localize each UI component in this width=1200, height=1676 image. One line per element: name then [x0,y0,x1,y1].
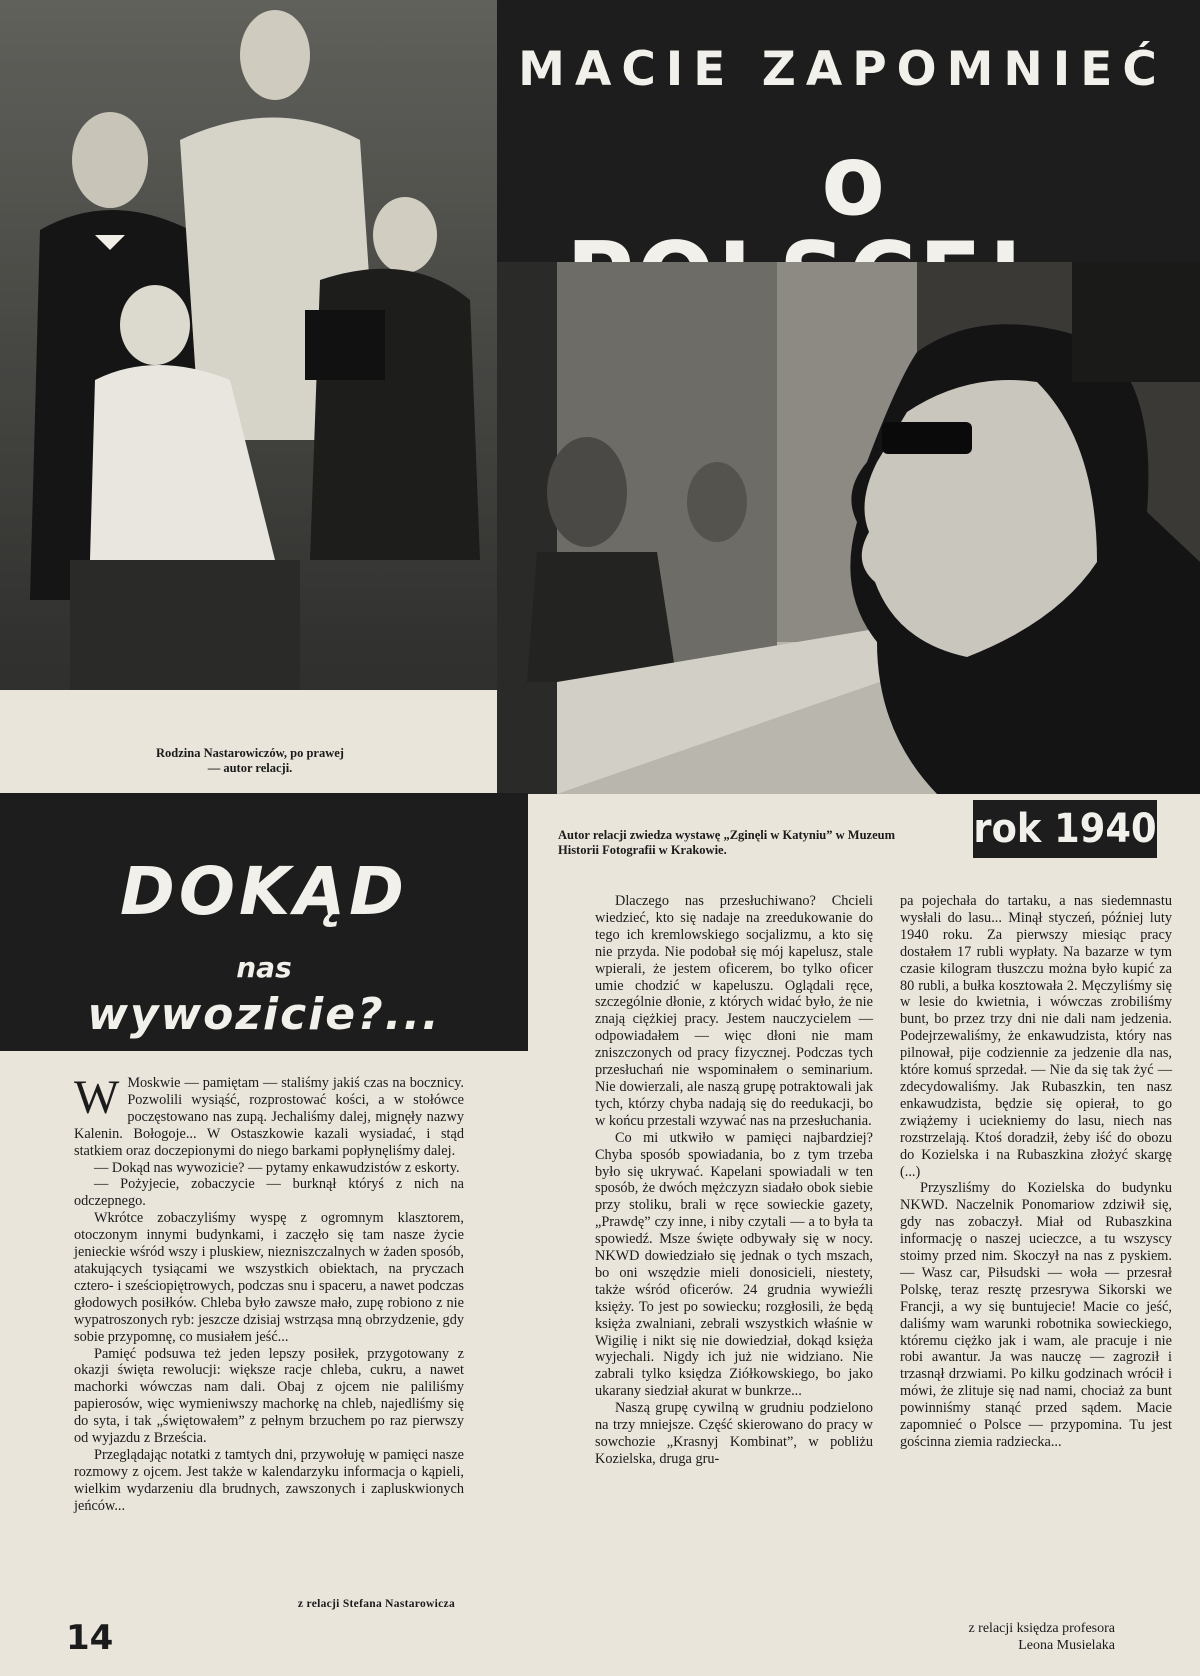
headline-line1: MACIE ZAPOMNIEĆ [518,42,1167,97]
article2-paragraph: Dlaczego nas przesłuchiwano? Chcieli wiedzieć, kto się nadaje na zreedukowanie do tego ich kremlowskiego socjalizmu, a kto się nie przyda. Nie podobał się mój kapelusz, stale wpierali, że jestem oficerem, bo tylko oficer umie chodzić w kapeluszu. Oglądali ręce, szczególnie dłonie, z których widać było, że nie znają ciężkiej pracy. Jestem nauczycielem — odpowiadałem — więc dłoni nie mam zniszczonych od pracy fizycznej. Podczas tych przesłuchań nie wspominałem o seminarium. Nie dowierzali, ale naszą grupę potraktowali jak tych, którzy chyba nadają się do reedukacji, bo w końcu przestali wzywać nas na przesłuchania. [595,893,873,1129]
article1-paragraph: Pamięć podsuwa też jeden lepszy posiłek, przygotowany z okazji święta rewolucji: większe racje chleba, cukru, a nawet machorki wówczas nam dali. Obaj z ojcem nie paliliśmy papierosów, więc wymieniwszy machorkę na chleb, najedliśmy się do syta, i tak „świętowałem” z pełnym brzuchem po raz pierwszy od wyjazdu z Brześcia. [74,1345,464,1447]
article1-column [74,1071,464,1515]
article2-signoff-line2: Leona Musielaka [1018,1638,1115,1653]
subheadline-line3: wywozicie?... [87,989,441,1040]
article1-paragraph: Wkrótce zobaczyliśmy wyspę z ogromnym klasztorem, otoczonym innymi budynkami, i zaczęło się tam nasze życie jenieckie wśród wszy i pluskiew, niezniszczalnych w żaden sposób, atakujących tysiącami we wszystkich obiektach, na pryczach cztero- i sześciopiętrowych, podczas snu i spaceru, a nawet podczas głodowych posiłków. Chleba było zawsze mało, zupę robiono z nie wypatroszonych ryb: jeszcze dzisiaj wstrząsa mną obrzydzenie, gdy sobie przypomnę, co musiałem jeść... [74,1210,464,1345]
subheadline-line1: DOKĄD [120,853,408,930]
dropcap: W [74,1071,120,1124]
family-photo [0,0,497,728]
subheadline-band [0,793,528,1051]
article2-column-2 [900,893,1172,1451]
article1-paragraph-text: Moskwie — pamiętam — staliśmy jakiś czas na bocznicy. Pozwolili wysiąść, rozprostować kości, a w stołówce poczęstowano nas zupą. Jechaliśmy dalej, mignęły nazwy Kalenin. Bołogoje... W Ostaszkowie kazali wysiadać, i stąd statkiem oraz doczepionymi do niego barkami popłynęliśmy dalej. [74,1075,464,1159]
article1-paragraph [74,1071,464,1160]
article2-paragraph: Przyszliśmy do Kozielska do budynku NKWD. Naczelnik Ponomariow zdziwił się, gdy nas zobaczył. Miał od Rubaszkina informację o naszej ucieczce, a tu wszyscy stoimy przed nim. Skoczył na nas z pyskiem. — Wasz car, Piłsudski — woła — przesrał Polskę, teraz resztę przesrywa Sikorski we Francji, a wy się buntujecie! Macie co jeść, daliśmy wam warunki robotnika sowieckiego, któremu ciężko jak i wam, ale pracuje i nie robi awantur. Ja was nauczę — zagroził i trzasnął drzwiami. Po kilku godzinach wrócił i mówi, że zlituje się nad nami, chociaż za bunt powinniśmy stanąć przed sądem. Macie zapomnieć o Polsce — przypomina. Tu jest gościnna ziemia radziecka... [900,1180,1172,1450]
family-photo-caption: Rodzina Nastarowiczów, po prawej — autor relacji. [156,746,344,775]
article2-column-1 [595,893,873,1468]
headline-line2: o [821,124,888,238]
article2-paragraph: Co mi utkwiło w pamięci najbardziej? Chyba sposób spowiadania, bo z tym trzeba było się ukrywać. Kapelani spowiadali w ten sposób, że dwóch mężczyzn siadało obok siebie przy stoliku, brali w ręce sowieckie gazety, „Prawdę” czy inne, i niby czytali — a to była ta spowiedź. Msze święte odbywały się w nocy. NKWD dowiedziało się jednak o tych mszach, bo oni wszędzie mieli donosicieli, niestety, także wśród oficerów. 24 grudnia wywieźli księży. To jest po sowiecku; rozgłosili, że będą księża zwalniani, zebrali wszystkich właśnie w Wigilię i nikt się nie dowiedział, dokąd księża wyjechali. Nigdy ich już nie widziano. Nie zabrali tylko księdza Ziółkowskiego, bo jako ukarany siedział akurat w bunkrze... [595,1129,873,1400]
year-label: rok 1940 [973,800,1157,858]
article1-paragraph: — Dokąd nas wywozicie? — pytamy enkawudzistów z eskorty. [94,1159,460,1176]
exhibition-photo-caption: Autor relacji zwiedza wystawę „Zginęli w Katyniu” w Muzeum Historii Fotografii w Krakowie. [558,828,895,857]
article1-signoff: z relacji Stefana Nastarowicza [297,1598,455,1610]
article1-paragraph: — Pożyjecie, zobaczycie — burknął któryś z nich na odczepnego. [74,1176,464,1210]
subheadline-line2: nas [236,951,292,984]
article2-signoff [905,1620,1115,1654]
headline-band [497,0,1200,262]
article2-signoff-line1: z relacji księdza profesora [968,1621,1115,1636]
family-photo-illustration [0,0,497,728]
exhibition-photo-illustration [497,262,1200,794]
article2-paragraph: Naszą grupę cywilną w grudniu podzielono na trzy mniejsze. Część skierowano do pracy w sowchozie „Krasnyj Kombinat”, w pobliżu Kozielska, druga gru- [595,1400,873,1467]
exhibition-photo [497,262,1200,794]
article2-paragraph: pa pojechała do tartaku, a nas siedemnastu wysłali do lasu... Minął styczeń, później luty 1940 roku. Za pierwszy miesiąc pracy dostałem 17 rubli wypłaty. Na bazarze w tym czasie kilogram tłuszczu można było kupić za 80 rubli, a bułka kosztowała 2. Męczyliśmy się w lesie do kwietnia, i wówczas zrobiliśmy bunt, bo przez trzy dni nie dali nam jedzenia. Podejrzewaliśmy, że enkawudzista, który nas pilnował, pije codziennie za jedzenie dla nas, które komuś sprzedał. — Nie da się tak żyć — zdecydowaliśmy. Jak Rubaszkin, ten nasz enkawudzista, będzie się opierał, to go zwiążemy i uciekniemy do lasu, niech nas rozstrzelają. Ktoś doradził, żeby iść do obozu do Kozielska i na Rubaszkina złożyć skargę (...) [900,893,1172,1180]
page-number: 14 [66,1618,114,1658]
article1-paragraph: Przeglądając notatki z tamtych dni, przywołuję w pamięci nasze rozmowy z ojcem. Jest także w kalendarzyku informacja o kąpieli, wielkim wydarzeniu dla brudnych, zawszonych i zapluskwionych jeńców... [74,1446,464,1514]
